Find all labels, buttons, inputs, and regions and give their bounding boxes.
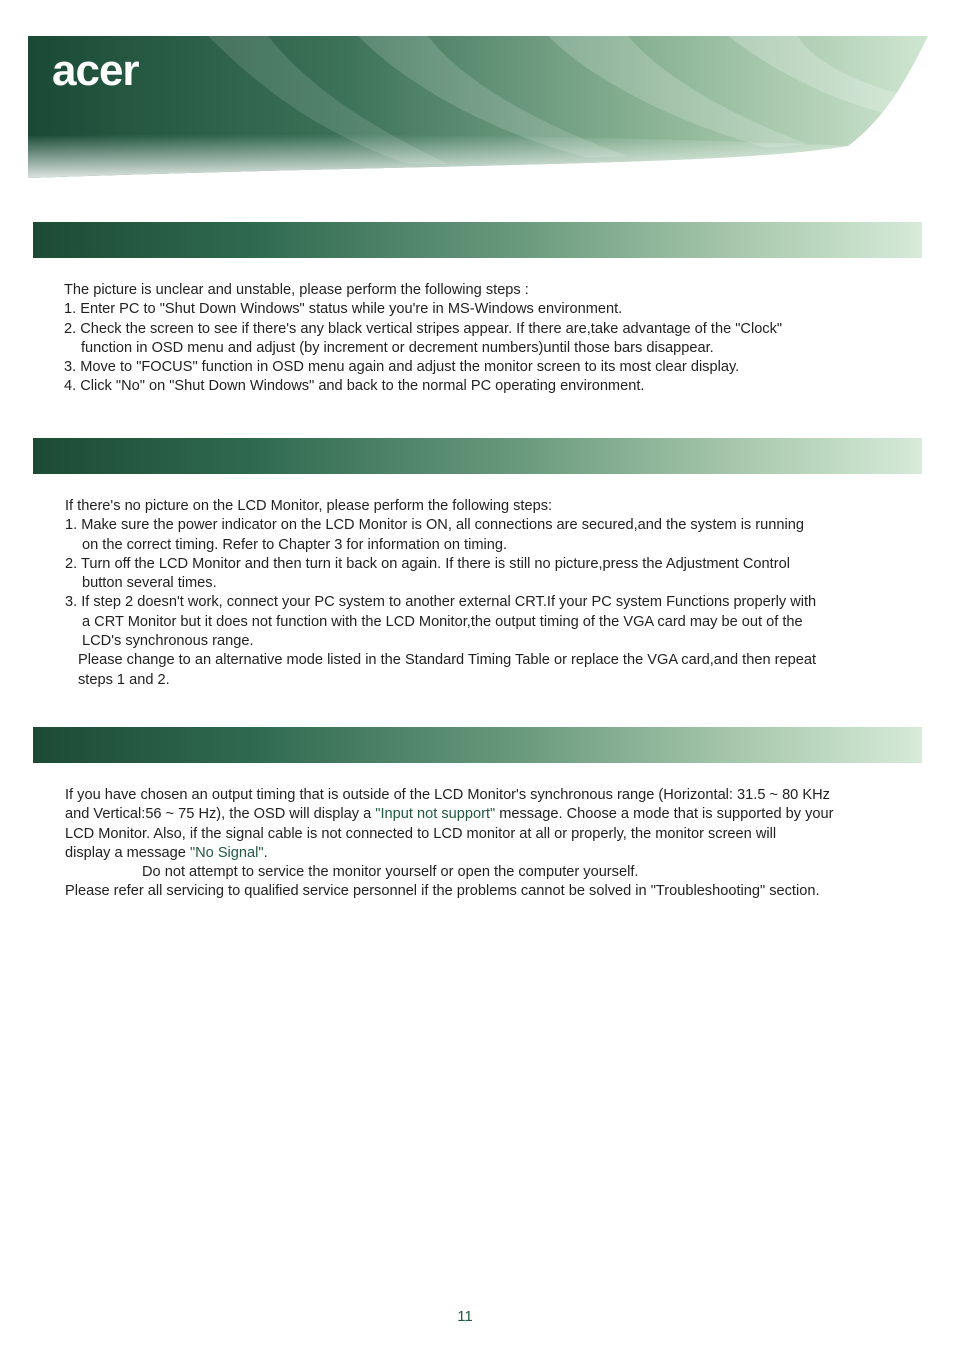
section-2-text: [65, 497, 816, 690]
step-note: Please change to an alternative mode listed in the Standard Timing Table or replace the VGA card,and then repeat: [78, 652, 816, 669]
warning-text: Do not attempt to service the monitor yourself or open the computer yourself.: [142, 864, 639, 881]
acer-logo: acer: [52, 46, 139, 95]
no-signal-message: "No Signal": [189, 844, 264, 861]
paragraph-line: and Vertical:56 ~ 75 Hz), the OSD will display a "Input not support" message. Choose a mode that is supported by your: [65, 806, 834, 823]
paragraph-line: LCD Monitor. Also, if the signal cable is not connected to LCD monitor at all or properly, the monitor screen will: [65, 825, 777, 842]
step-item: 1. Enter PC to "Shut Down Windows" status while you're in MS-Windows environment.: [64, 301, 623, 318]
step-item-continued: on the correct timing. Refer to Chapter 3 for information on timing.: [82, 536, 508, 553]
section-1-intro: The picture is unclear and unstable, please perform the following steps :: [64, 282, 529, 298]
step-item: 4. Click "No" on "Shut Down Windows" and back to the normal PC operating environment.: [64, 378, 645, 395]
paragraph-line: If you have chosen an output timing that is outside of the LCD Monitor's synchronous range (Horizontal: 31.5 ~ 80 KHz: [65, 787, 830, 803]
step-item: 3. If step 2 doesn't work, connect your PC system to another external CRT.If your PC system Functions properly with: [65, 594, 817, 611]
service-note: Please refer all servicing to qualified service personnel if the problems cannot be solved in "Troubleshooting" section.: [65, 883, 820, 900]
section-2-intro: If there's no picture on the LCD Monitor, please perform the following steps:: [65, 498, 553, 514]
step-item: 1. Make sure the power indicator on the LCD Monitor is ON, all connections are secured,and the system is running: [65, 517, 804, 534]
step-item-continued: button several times.: [82, 575, 217, 592]
section-1-text: [64, 281, 782, 397]
paragraph-line: display a message "No Signal".: [65, 844, 268, 861]
step-item-continued: LCD's synchronous range.: [82, 633, 254, 650]
section-header-bar-2: [33, 438, 922, 474]
step-item-continued: a CRT Monitor but it does not function with the LCD Monitor,the output timing of the VGA card may be out of the: [82, 613, 803, 630]
page-number: 11: [457, 1308, 473, 1325]
step-item: 3. Move to "FOCUS" function in OSD menu again and adjust the monitor screen to its most clear display.: [64, 359, 740, 376]
step-note: steps 1 and 2.: [78, 671, 170, 688]
step-item-continued: function in OSD menu and adjust (by increment or decrement numbers)until those bars disappear.: [81, 339, 714, 356]
step-item: 2. Check the screen to see if there's any black vertical stripes appear. If there are,take advantage of the "Clock": [64, 320, 783, 337]
input-not-support-message: "Input not support": [375, 806, 496, 823]
section-header-bar-1: [33, 222, 922, 258]
section-3-text: [65, 786, 833, 902]
step-item: 2. Turn off the LCD Monitor and then turn it back on again. If there is still no picture,press the Adjustment Control: [65, 555, 790, 572]
header-banner: [28, 36, 928, 178]
section-header-bar-3: [33, 727, 922, 763]
